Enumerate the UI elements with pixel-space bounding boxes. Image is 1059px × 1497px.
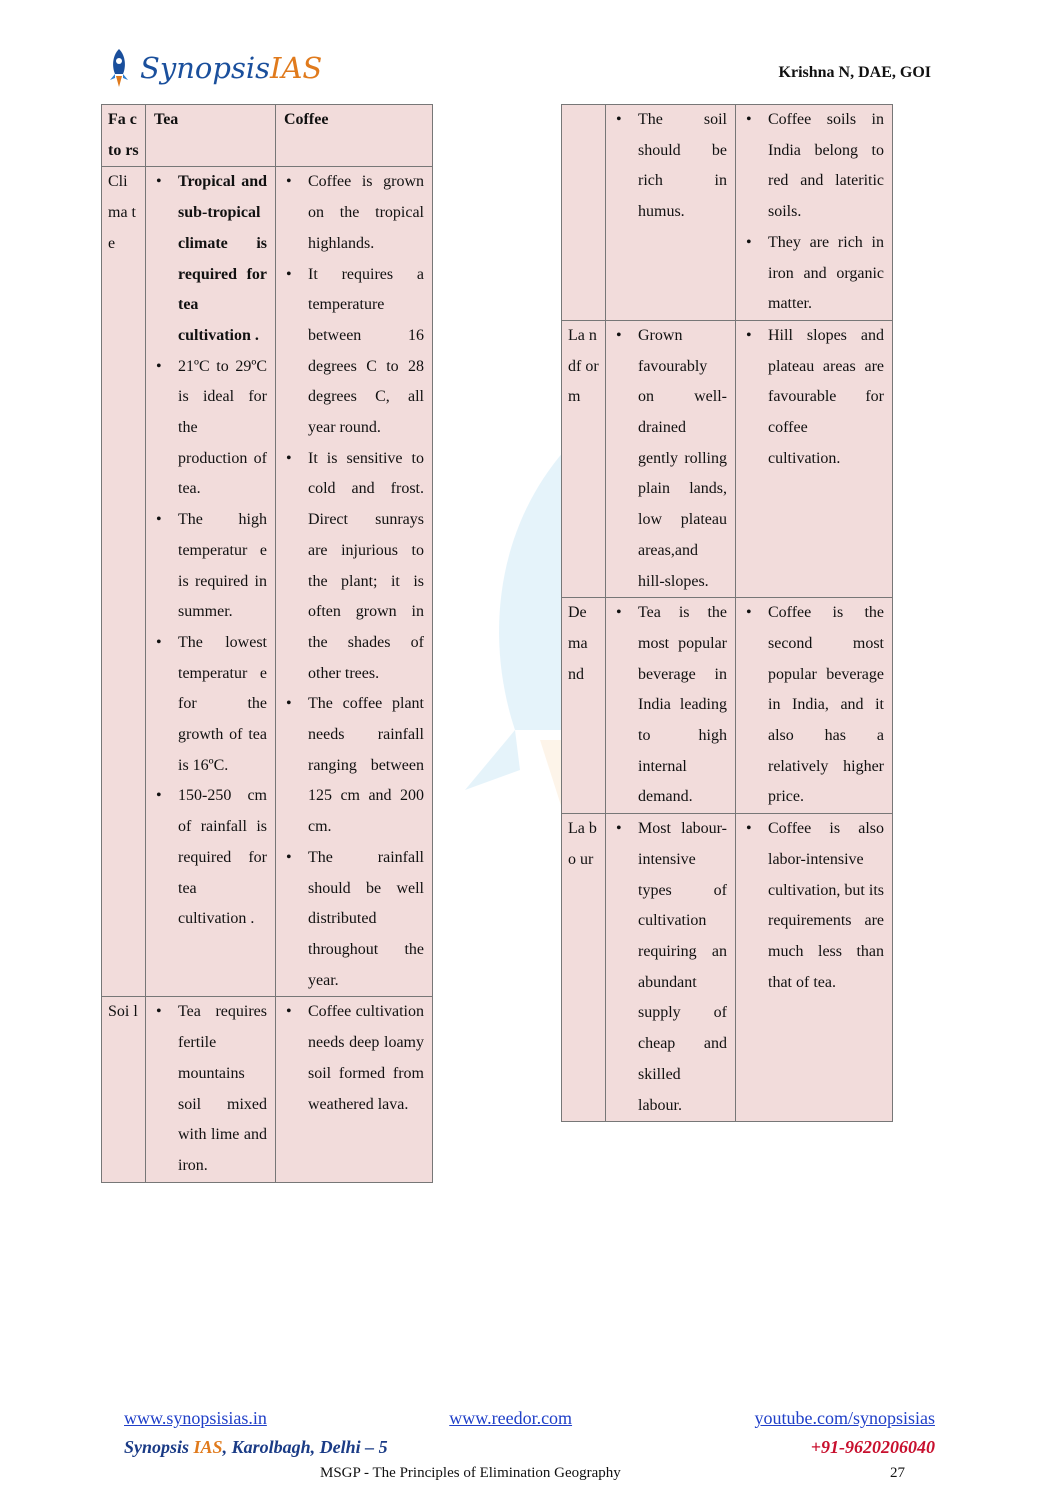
factor-climate: Cli ma te xyxy=(102,167,146,997)
list-item: • Coffee is the second most popular beverage in India, and it also has a relatively higher price. xyxy=(744,598,884,813)
demand-tea-cell xyxy=(606,598,736,814)
soil-tea-cell-continued xyxy=(606,105,736,321)
header-coffee: Coffee xyxy=(276,105,433,167)
list-item: • Hill slopes and plateau areas are favourable for coffee cultivation. xyxy=(744,321,884,475)
factor-demand: De ma nd xyxy=(562,598,606,814)
youtube-link[interactable]: youtube.com/synopsisias xyxy=(754,1408,935,1428)
landform-coffee-cell xyxy=(736,320,893,597)
footer-docline xyxy=(124,1465,935,1487)
table-row-soil-continued xyxy=(562,105,893,321)
page-number: 27 xyxy=(890,1465,905,1481)
reedor-link[interactable]: www.reedor.com xyxy=(449,1408,573,1428)
list-item: • Most labour-intensive types of cultivation requiring an abundant supply of cheap and skilled labour. xyxy=(614,814,727,1121)
list-item: • Coffee is also labor-intensive cultivation, but its requirements are much less than that of tea. xyxy=(744,814,884,998)
list-item: • The lowest temperatur e for the growth of tea is 16ºC. xyxy=(154,628,267,782)
list-item: • The rainfall should be well distributed throughout the year. xyxy=(284,843,424,997)
table-row-climate xyxy=(102,167,433,997)
list-item: • Coffee is grown on the tropical highlands. xyxy=(284,167,424,259)
table-row-landform xyxy=(562,320,893,597)
logo-text-primary: Synopsis xyxy=(140,51,270,85)
list-item: • Tropical and sub-tropical climate is required for tea cultivation . xyxy=(154,167,267,351)
table-row-labour xyxy=(562,814,893,1122)
logo-text-accent: IAS xyxy=(270,51,323,85)
list-item: • 150-250 cm of rainfall is required for tea cultivation . xyxy=(154,781,267,935)
table-row-soil xyxy=(102,997,433,1182)
list-item: • They are rich in iron and organic matter. xyxy=(744,228,884,320)
factor-landform: La ndf or m xyxy=(562,320,606,597)
header-tea: Tea xyxy=(146,105,276,167)
factor-labour: La bo ur xyxy=(562,814,606,1122)
list-item: • Coffee cultivation needs deep loamy soil formed from weathered lava. xyxy=(284,997,424,1120)
footer-phone: +91-9620206040 xyxy=(810,1437,935,1457)
list-item: • It requires a temperature between 16 degrees C to 28 degrees C, all year round. xyxy=(284,260,424,444)
list-item: • Coffee soils in India belong to red and lateritic soils. xyxy=(744,105,884,228)
table-row-demand xyxy=(562,598,893,814)
list-item: • Tea requires fertile mountains soil mixed with lime and iron. xyxy=(154,997,267,1181)
list-item: • The coffee plant needs rainfall ranging between 125 cm and 200 cm. xyxy=(284,689,424,843)
rocket-logo-icon xyxy=(104,47,134,89)
footer-address: Synopsis IAS, Karolbagh, Delhi – 5 xyxy=(124,1437,388,1457)
list-item: • The soil should be rich in humus. xyxy=(614,105,727,228)
table-header-row xyxy=(102,105,433,167)
climate-tea-cell xyxy=(146,167,276,997)
list-item: • It is sensitive to cold and frost. Direct sunrays are injurious to the plant; it is often grown in the shades of other trees. xyxy=(284,444,424,690)
list-item: • 21ºC to 29ºC is ideal for the production of tea. xyxy=(154,352,267,506)
footer-contact xyxy=(124,1437,935,1463)
list-item: • The high temperatur e is required in summer. xyxy=(154,505,267,628)
logo xyxy=(104,46,322,90)
labour-coffee-cell xyxy=(736,814,893,1122)
soil-coffee-cell xyxy=(276,997,433,1182)
demand-coffee-cell xyxy=(736,598,893,814)
factor-soil-continued xyxy=(562,105,606,321)
document-title: MSGP - The Principles of Elimination Geography xyxy=(320,1465,621,1481)
climate-coffee-cell xyxy=(276,167,433,997)
header-factors: Fa cto rs xyxy=(102,105,146,167)
comparison-table-left xyxy=(101,104,433,1183)
landform-tea-cell xyxy=(606,320,736,597)
labour-tea-cell xyxy=(606,814,736,1122)
soil-tea-cell xyxy=(146,997,276,1182)
list-item: • Grown favourably on well-drained gently rolling plain lands, low plateau areas,and hill-slopes. xyxy=(614,321,727,597)
list-item: • Tea is the most popular beverage in India leading to high internal demand. xyxy=(614,598,727,813)
footer-links xyxy=(124,1408,935,1434)
author-name: Krishna N, DAE, GOI xyxy=(778,64,931,81)
comparison-table-right xyxy=(561,104,893,1122)
website-link[interactable]: www.synopsisias.in xyxy=(124,1408,267,1428)
soil-coffee-cell-continued xyxy=(736,105,893,321)
factor-soil: Soi l xyxy=(102,997,146,1182)
